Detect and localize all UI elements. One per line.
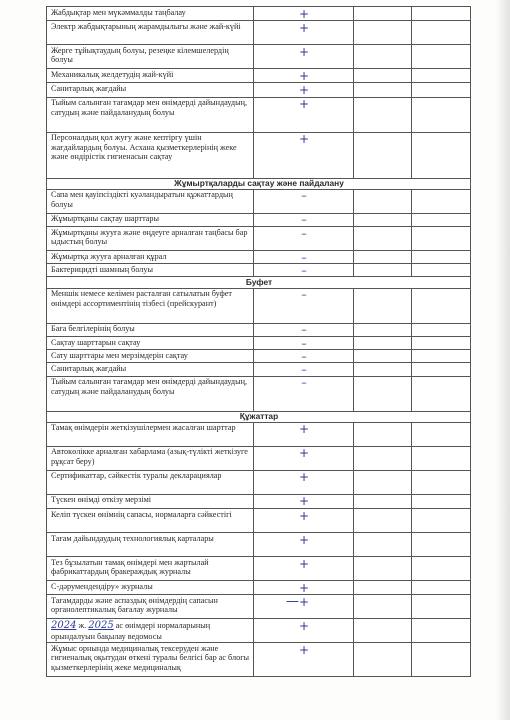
table-row (47, 7, 471, 21)
table-row (47, 350, 471, 363)
empty-cell (354, 97, 412, 132)
empty-cell (412, 337, 471, 350)
check-mark: + (298, 508, 310, 523)
mark-cell (254, 422, 354, 446)
row-text: Сақтау шарттарын сақтау (47, 337, 254, 350)
empty-cell (354, 264, 412, 277)
page-edge-shadow (496, 0, 510, 720)
table-row (47, 422, 471, 446)
mark-cell (254, 494, 354, 508)
empty-cell (354, 21, 412, 45)
check-mark: + (298, 97, 310, 112)
mark-cell (254, 595, 354, 619)
row-text: Тағамдарды және аспаздық өнімдердің сапасын органолептикалық бағалау журналы (47, 595, 254, 619)
table-row (47, 376, 471, 411)
mark-cell (254, 509, 354, 533)
empty-cell (412, 251, 471, 264)
row-text: Тыйым салынған тағамдар мен өнімдерді дайындаудың, сатудың және пайдаланудың болуы (47, 376, 254, 411)
mark-cell (254, 446, 354, 470)
mark-cell (254, 323, 354, 336)
mark-cell (254, 350, 354, 363)
empty-cell (354, 643, 412, 677)
checklist-sheet (46, 6, 470, 677)
mark-cell (254, 97, 354, 132)
table-row (47, 533, 471, 557)
table-row (47, 83, 471, 97)
row-text: Бактерицидті шамның болуы (47, 264, 254, 277)
handwritten-year-start: 2024 (51, 619, 77, 631)
row-text-mid: ж. (78, 620, 87, 630)
row-text: Механикалық желдетудің жай-күйі (47, 69, 254, 83)
table-row (47, 189, 471, 213)
row-text: Меншік немесе келімен расталған сатылатын буфет өнімдері ассортиментінің тізбесі (прейскурант) (47, 288, 254, 323)
table-row (47, 595, 471, 619)
check-mark: + (298, 132, 310, 147)
row-text: Жұмыс орнында медициналық тексеруден және гигиеналық оқытудан өткені туралы белгісі бар ас блогы қызметкерлерінің жеке медициналық (47, 643, 254, 677)
dash-mark: – (301, 250, 307, 264)
empty-cell (412, 350, 471, 363)
empty-cell (412, 7, 471, 21)
section-title-eggs: Жұмыртқаларды сақтау және пайдалану (47, 178, 471, 189)
row-text: Келіп түскен өнімнің сапасы, нормаларға сәйкестігі (47, 509, 254, 533)
table-row (47, 264, 471, 277)
empty-cell (412, 213, 471, 226)
table-row (47, 581, 471, 595)
section-header (47, 411, 471, 422)
row-text: Тағам дайындаудың технологиялық карталары (47, 533, 254, 557)
dash-mark: – (301, 213, 307, 227)
dash-mark: – (301, 263, 307, 277)
check-mark: + (298, 532, 310, 547)
dash-mark: – (301, 376, 307, 390)
mark-cell (254, 45, 354, 69)
empty-cell (354, 251, 412, 264)
row-text: Электр жабдықтарының жарамдылығы және жай-күйі (47, 21, 254, 45)
row-text: Санитарлық жағдайы (47, 363, 254, 376)
table-row (47, 619, 471, 643)
empty-cell (412, 581, 471, 595)
handwritten-year-end: 2025 (88, 619, 114, 631)
empty-cell (412, 323, 471, 336)
empty-cell (354, 323, 412, 336)
empty-cell (354, 557, 412, 581)
row-text: Санитарлық жағдайы (47, 83, 254, 97)
mark-cell (254, 132, 354, 178)
empty-cell (354, 189, 412, 213)
empty-cell (412, 45, 471, 69)
empty-cell (412, 446, 471, 470)
dash-mark: – (301, 336, 307, 350)
table-row (47, 132, 471, 178)
mark-cell (254, 619, 354, 643)
table-row (47, 97, 471, 132)
row-text: Тамақ өнімдерін жеткізушілермен жасалған шарттар (47, 422, 254, 446)
table-row (47, 251, 471, 264)
table-row (47, 323, 471, 336)
checklist-table (46, 6, 471, 677)
empty-cell (412, 189, 471, 213)
dash-mark: – (301, 362, 307, 376)
empty-cell (354, 7, 412, 21)
mark-cell (254, 213, 354, 226)
empty-cell (354, 227, 412, 251)
empty-cell (412, 132, 471, 178)
empty-cell (412, 363, 471, 376)
check-mark: + (298, 68, 310, 83)
section-title-documents: Құжаттар (47, 411, 471, 422)
dash-mark: – (301, 349, 307, 363)
row-text: Персоналдың қол жуғу және кептіргу үшін жағдайлардың болуы. Асхана қызметкерлерінің жеке және өндірістік гигиенасын сақтау (47, 132, 254, 178)
table-row (47, 337, 471, 350)
row-text: Жерге тұйықтаудың болуы, резеңке кілемшелердің болуы (47, 45, 254, 69)
mark-cell (254, 21, 354, 45)
table-row (47, 363, 471, 376)
row-text: Баға белгілерінің болуы (47, 323, 254, 336)
table-row (47, 21, 471, 45)
table-row (47, 288, 471, 323)
empty-cell (354, 363, 412, 376)
empty-cell (412, 422, 471, 446)
row-text: Жұмыртқаны сақтау шарттары (47, 213, 254, 226)
mark-cell (254, 264, 354, 277)
mark-cell (254, 337, 354, 350)
empty-cell (412, 83, 471, 97)
empty-cell (354, 132, 412, 178)
empty-cell (354, 422, 412, 446)
check-mark: + (298, 494, 310, 509)
row-text: Жұмыртқа жууға арналған құрал (47, 251, 254, 264)
row-text-suffix: ас өнімдері нормаларының орындалуын бақылау ведомосы (51, 620, 211, 641)
mark-cell (254, 470, 354, 494)
check-mark: + (298, 422, 310, 437)
empty-cell (412, 69, 471, 83)
empty-cell (412, 376, 471, 411)
empty-cell (354, 337, 412, 350)
mark-cell (254, 643, 354, 677)
check-mark: + (298, 44, 310, 59)
empty-cell (354, 69, 412, 83)
empty-cell (354, 533, 412, 557)
table-row (47, 557, 471, 581)
empty-cell (412, 509, 471, 533)
row-text: Автокөлікке арналған хабарлама (азық-түлікті жеткізуге рұқсат беру) (47, 446, 254, 470)
empty-cell (412, 494, 471, 508)
row-text: Сату шарттары мен мерзімдерін сақтау (47, 350, 254, 363)
check-mark: + (298, 556, 310, 571)
check-mark: + (298, 618, 310, 633)
row-text: Сапа мен қауіпсіздікті куәландыратын құжаттардың болуы (47, 189, 254, 213)
row-text: Сертификаттар, сәйкестік туралы декларациялар (47, 470, 254, 494)
mark-cell (254, 251, 354, 264)
mark-cell (254, 557, 354, 581)
check-mark: + (298, 446, 310, 461)
empty-cell (354, 470, 412, 494)
check-mark: + (298, 594, 310, 609)
empty-cell (354, 350, 412, 363)
check-mark: + (298, 642, 310, 657)
section-header (47, 178, 471, 189)
empty-cell (412, 97, 471, 132)
section-title-buffet: Буфет (47, 277, 471, 288)
row-text: Жұмыртқаны жууға және өңдеуге арналған таңбасы бар ыдыстың болуы (47, 227, 254, 251)
empty-cell (412, 557, 471, 581)
check-mark: + (298, 6, 310, 21)
empty-cell (412, 643, 471, 677)
mark-cell (254, 227, 354, 251)
mark-cell (254, 533, 354, 557)
table-row (47, 643, 471, 677)
empty-cell (354, 595, 412, 619)
row-text: Тез бұзылатын тамақ өнімдері мен жартылай фабрикаттардың бракераждық журналы (47, 557, 254, 581)
empty-cell (412, 288, 471, 323)
row-text: С-дәрумендендіру» журналы (47, 581, 254, 595)
mark-cell (254, 83, 354, 97)
table-row (47, 494, 471, 508)
row-text: Түскен өнімді өткізу мерзімі (47, 494, 254, 508)
empty-cell (412, 227, 471, 251)
check-mark: + (298, 580, 310, 595)
dash-mark: – (301, 288, 307, 302)
row-text: Жабдықтар мен мүкәммалды таңбалау (47, 7, 254, 21)
empty-cell (354, 376, 412, 411)
table-row (47, 509, 471, 533)
table-row (47, 470, 471, 494)
table-row (47, 45, 471, 69)
handwritten-dash: — (286, 594, 299, 609)
empty-cell (354, 581, 412, 595)
empty-cell (412, 533, 471, 557)
table-row (47, 69, 471, 83)
empty-cell (354, 83, 412, 97)
table-row (47, 446, 471, 470)
empty-cell (354, 619, 412, 643)
empty-cell (354, 446, 412, 470)
dash-mark: – (301, 323, 307, 337)
mark-cell (254, 288, 354, 323)
empty-cell (354, 213, 412, 226)
empty-cell (354, 494, 412, 508)
check-mark: + (298, 82, 310, 97)
table-row (47, 227, 471, 251)
empty-cell (412, 264, 471, 277)
empty-cell (354, 288, 412, 323)
empty-cell (412, 470, 471, 494)
row-text (47, 619, 254, 643)
mark-cell (254, 7, 354, 21)
check-mark: + (298, 20, 310, 35)
empty-cell (412, 595, 471, 619)
check-mark: + (298, 470, 310, 485)
mark-cell (254, 376, 354, 411)
section-header (47, 277, 471, 288)
dash-mark: – (301, 189, 307, 203)
empty-cell (354, 45, 412, 69)
empty-cell (412, 21, 471, 45)
mark-cell (254, 69, 354, 83)
table-row (47, 213, 471, 226)
row-text: Тыйым салынған тағамдар мен өнімдерді дайындаудың, сатудың және пайдаланудың болуы (47, 97, 254, 132)
empty-cell (412, 619, 471, 643)
empty-cell (354, 509, 412, 533)
mark-cell (254, 189, 354, 213)
dash-mark: – (301, 226, 307, 240)
mark-cell (254, 581, 354, 595)
mark-cell (254, 363, 354, 376)
